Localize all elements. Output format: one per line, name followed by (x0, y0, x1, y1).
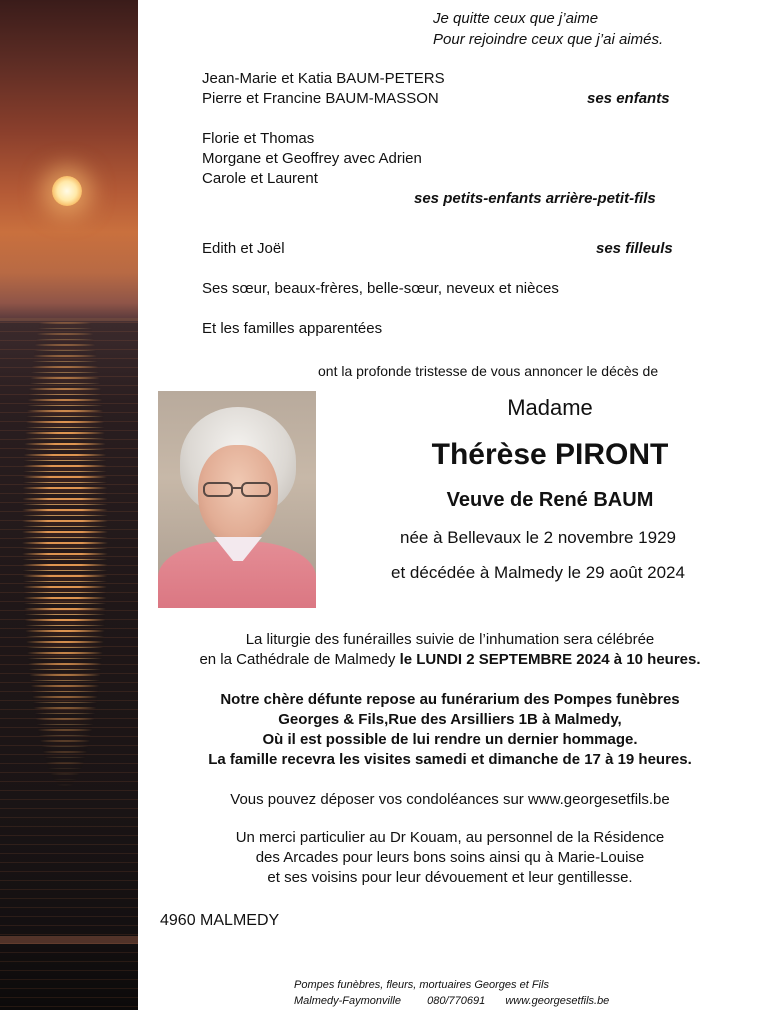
sunset-sea-image (0, 0, 138, 1010)
epigraph-line-1: Je quitte ceux que j’aime (433, 10, 599, 27)
sun (52, 176, 82, 206)
grandchild-3: Carole et Laurent (202, 170, 318, 187)
ceremony-line-2 (140, 650, 760, 670)
child-couple-1: Jean-Marie et Katia BAUM-PETERS (202, 70, 445, 87)
relatives-line: Et les familles apparentées (202, 320, 383, 337)
siblings-line: Ses sœur, beaux-frères, belle-sœur, neveux et nièces (202, 280, 559, 297)
announcement-line: ont la profonde tristesse de vous annoncer le décès de (318, 363, 659, 379)
grandchild-2: Morgane et Geoffrey avec Adrien (202, 150, 422, 167)
portrait-photo (158, 391, 316, 608)
grandchild-1: Florie et Thomas (202, 130, 315, 147)
footer-phone: 080/770691 (427, 995, 486, 1007)
epigraph-line-2: Pour rejoindre ceux que j’ai aimés. (433, 31, 664, 48)
ceremony-line-1: La liturgie des funérailles suivie de l’inhumation sera célébrée (245, 631, 655, 648)
footer-website: www.georgesetfils.be (505, 995, 610, 1007)
birth-line: née à Bellevaux le 2 novembre 1929 (400, 528, 676, 547)
ceremony-place: en la Cathédrale de Malmedy (199, 651, 400, 668)
visitation-line-2: Georges & Fils,Rue des Arsilliers 1B à Malmedy, (278, 711, 622, 728)
child-couple-2: Pierre et Francine BAUM-MASSON (202, 90, 439, 107)
thanks-line-3: et ses voisins pour leur dévouement et leur gentillesse. (267, 869, 633, 886)
thanks-line-2: des Arcades pour leurs bons soins ainsi qu à Marie-Louise (255, 849, 645, 866)
thanks-line-1: Un merci particulier au Dr Kouam, au personnel de la Résidence (235, 829, 665, 846)
deceased-name: Thérèse PIRONT (431, 438, 669, 471)
children-label: ses enfants (587, 90, 670, 107)
ceremony-datetime: le LUNDI 2 SEPTEMBRE 2024 à 10 heures. (399, 651, 701, 668)
widow-of: Veuve de René BAUM (446, 489, 654, 511)
footer-place: Malmedy-Faymonville (294, 995, 401, 1007)
visitation-line-3: Où il est possible de lui rendre un dernier hommage. (262, 731, 638, 748)
godchildren: Edith et Joël (202, 240, 285, 257)
death-line: et décédée à Malmedy le 29 août 2024 (391, 563, 685, 582)
honorific: Madame (507, 395, 593, 420)
godchildren-label: ses filleuls (596, 240, 673, 257)
portrait-glasses (198, 481, 278, 499)
grandchildren-label: ses petits-enfants arrière-petit-fils (414, 190, 656, 207)
condolences-line: Vous pouvez déposer vos condoléances sur www.georgesetfils.be (230, 791, 670, 808)
sun-reflection (22, 322, 108, 842)
visitation-line-1: Notre chère défunte repose au funérarium des Pompes funèbres (220, 691, 680, 708)
shore-line (0, 936, 138, 944)
horizon-line (0, 318, 138, 321)
footer-line-1: Pompes funèbres, fleurs, mortuaires Georges et Fils (294, 979, 549, 991)
footer-line-2 (294, 994, 609, 1008)
town-address: 4960 MALMEDY (160, 912, 280, 929)
visitation-line-4: La famille recevra les visites samedi et dimanche de 17 à 19 heures. (208, 751, 692, 768)
